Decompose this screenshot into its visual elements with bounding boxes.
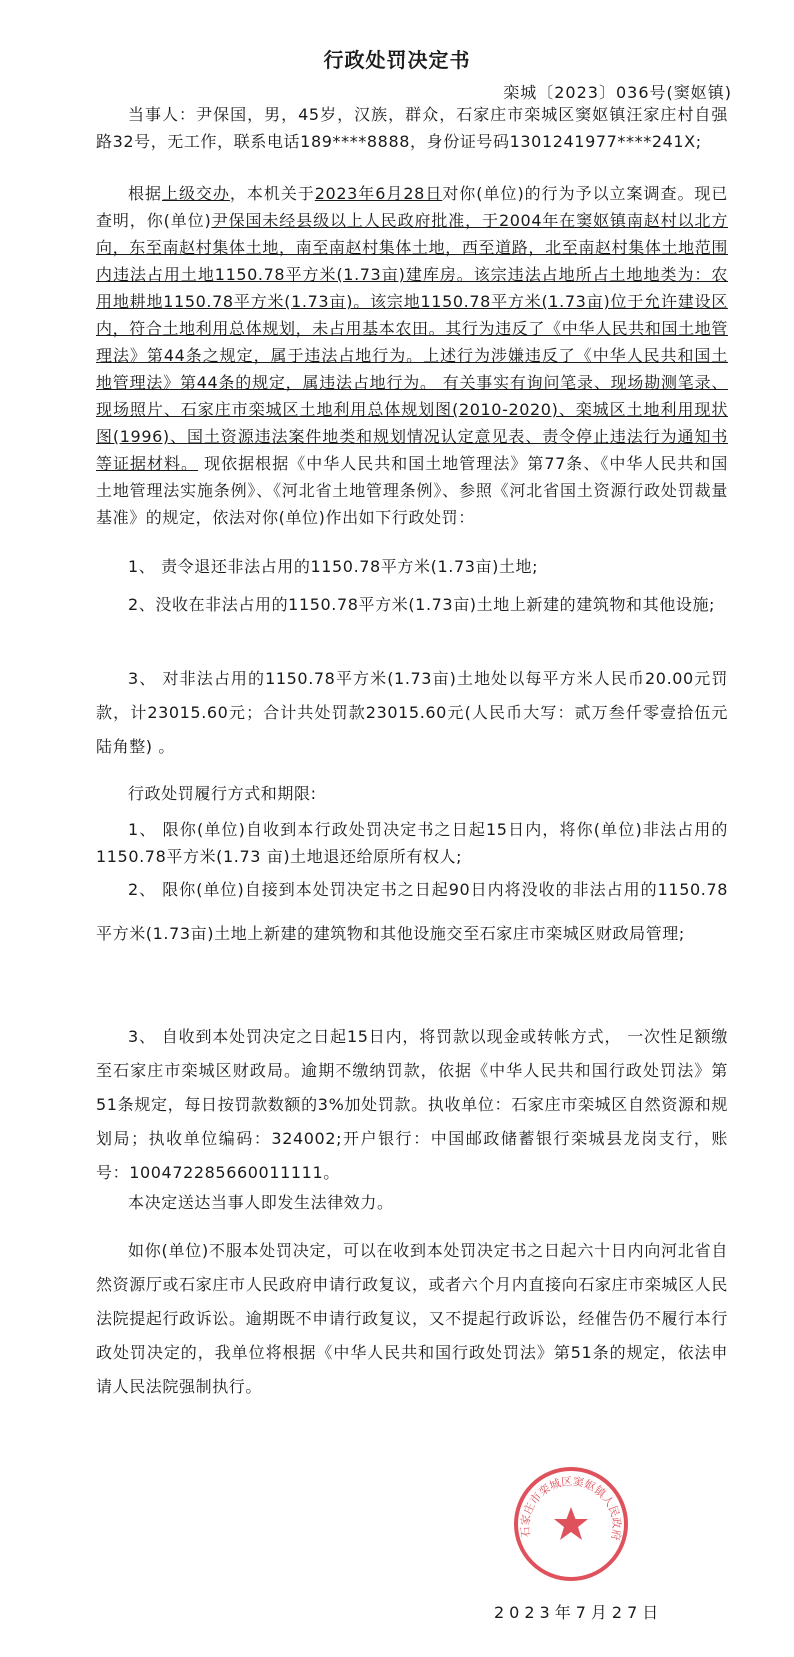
facts-finding: 尹保国未经县级以上人民政府批准，于2004年在窦妪镇南赵村以北方向，东至南赵村集体土地，南至南赵村集体土地，西至道路，北至南赵村集体土地范围内违法占用土地1150.78平方米(1.73亩)建库房。该宗违法占地所占土地地类为：农用地耕地1150.78平方米(1.73亩)。该宗地1150.78平方米(1.73亩)位于允许建设区内，符合土地利用总体规划，未占用基本农田。其行为违反了《中华人民共和国土地管理法》第44条之规定，属于违法占地行为。上述行为涉嫌违反了《中华人民共和国土地管理法》第44条的规定，属违法占地行为。	[96, 211, 728, 392]
document-title: 行政处罚决定书	[323, 48, 471, 72]
perform-item-3: 3、 自收到本处罚决定之日起15日内，将罚款以现金或转帐方式， 一次性足额缴至石家庄市栾城区财政局。逾期不缴纳罚款，依据《中华人民共和国行政处罚法》第51条规定，每日按罚款数额的3%加处罚款。执收单位：石家庄市栾城区自然资源和规划局；执收单位编码：324002;开户银行：中国邮政储蓄银行栾城县龙岗支行，账号：100472285660011111。	[96, 1027, 728, 1182]
penalty-item-2: 2、没收在非法占用的1150.78平方米(1.73亩)土地上新建的建筑物和其他设施;	[128, 595, 716, 614]
penalty-item-1: 1、 责令退还非法占用的1150.78平方米(1.73亩)土地;	[128, 557, 539, 576]
effective-statement: 本决定送达当事人即发生法律效力。	[128, 1193, 394, 1212]
perform-item-1: 1、 限你(单位)自收到本行政处罚决定书之日起15日内，将你(单位)非法占用的1150.78平方米(1.73 亩)土地退还给原所有权人;	[96, 820, 728, 866]
facts-date: 2023年6月28日	[314, 184, 443, 203]
facts-text-3: 对你(单位)的行为予以立案调查。现已查明，你(单位)	[96, 184, 729, 230]
document-date: 2023年7月27日	[494, 1603, 664, 1622]
penalty-item-3: 3、 对非法占用的1150.78平方米(1.73亩)土地处以每平方米人民币20.00元罚款，计23015.60元；合计共处罚款23015.60元(人民币大写：贰万叁仟零壹拾伍元陆角整) 。	[96, 669, 728, 756]
seal-text: 石家庄市栾城区窦妪镇人民政府	[518, 1474, 624, 1542]
appeal-statement: 如你(单位)不服本处罚决定，可以在收到本处罚决定书之日起六十日内向河北省自然资源厅或石家庄市人民政府申请行政复议，或者六个月内直接向石家庄市栾城区人民法院提起行政诉讼。逾期既不申请行政复议，又不提起行政诉讼，经催告仍不履行本行政处罚决定的，我单位将根据《中华人民共和国行政处罚法》第51条的规定，依法申请人民法院强制执行。	[96, 1241, 728, 1396]
facts-text-2: ，本机关于	[229, 184, 315, 203]
perform-heading: 行政处罚履行方式和期限:	[128, 784, 317, 803]
facts-text-1: 根据	[128, 184, 162, 203]
facts-evidence: 有关事实有询问笔录、现场勘测笔录、现场照片、石家庄市栾城区土地利用总体规划图(2010-2020)、栾城区土地利用现状图(1996)、国土资源违法案件地类和规划情况认定意见表、责令停止违法行为通知书等证据材料。	[96, 373, 728, 473]
official-seal	[512, 1465, 630, 1583]
facts-source: 上级交办	[161, 184, 230, 203]
facts-paragraph	[96, 180, 728, 531]
perform-item-2: 2、 限你(单位)自接到本处罚决定书之日起90日内将没收的非法占用的1150.78平方米(1.73亩)土地上新建的建筑物和其他设施交至石家庄市栾城区财政局管理;	[96, 880, 728, 943]
document-number: 栾城〔2023〕036号(窦妪镇)	[503, 83, 732, 102]
party-info: 当事人：尹保国，男，45岁，汉族，群众，石家庄市栾城区窦妪镇汪家庄村自强路32号，无工作，联系电话189****8888，身份证号码1301241977****241X;	[96, 105, 728, 151]
facts-basis: 现依据根据《中华人民共和国土地管理法》第77条、《中华人民共和国土地管理法实施条例》、《河北省土地管理条例》、参照《河北省国土资源行政处罚裁量基准》的规定，依法对你(单位)作出如下行政处罚：	[96, 454, 728, 527]
